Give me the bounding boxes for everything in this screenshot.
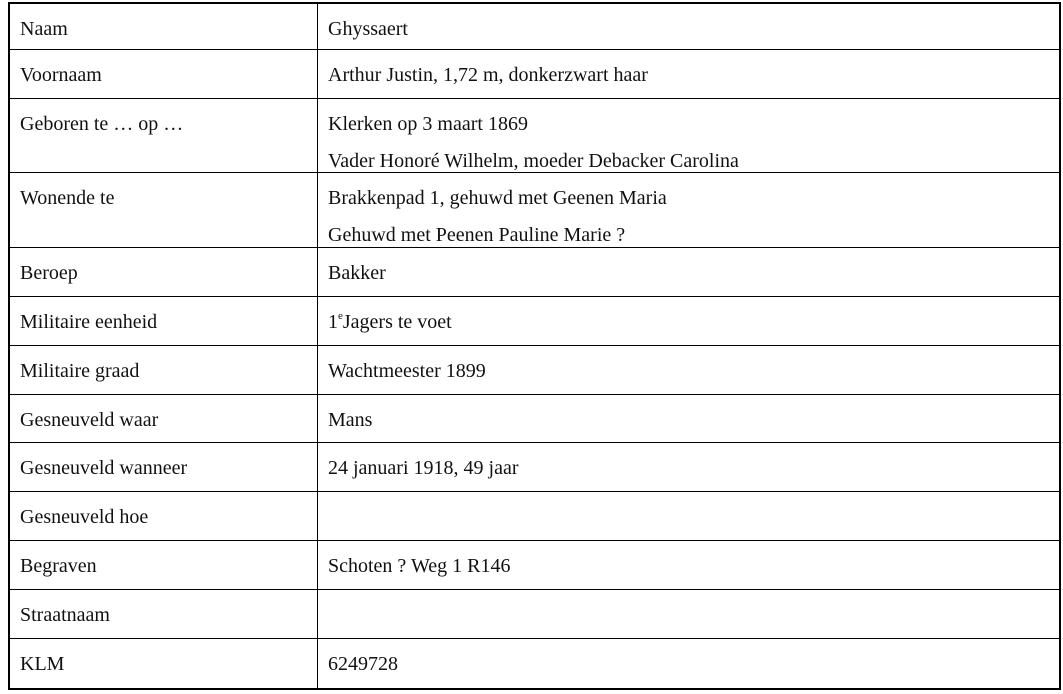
- label-wonende-te: Wonende te: [10, 173, 318, 248]
- label-geboren: Geboren te … op …: [10, 99, 318, 173]
- label-beroep: Beroep: [10, 248, 318, 297]
- label-gesneuveld-waar: Gesneuveld waar: [10, 395, 318, 443]
- value-gesneuveld-hoe: [318, 492, 1059, 541]
- value-line: [328, 602, 1059, 639]
- label-begraven: Begraven: [10, 541, 318, 590]
- value-line: Gehuwd met Peenen Pauline Marie ?: [328, 224, 626, 246]
- unit-name: Jagers te voet: [342, 311, 452, 333]
- unit-number: 1: [328, 311, 338, 333]
- label-voornaam: Voornaam: [10, 50, 318, 99]
- label-gesneuveld-wanneer: Gesneuveld wanneer: [10, 443, 318, 492]
- value-line: Bakker: [328, 262, 386, 284]
- value-straatnaam: [318, 590, 1059, 639]
- value-line: [328, 504, 1059, 541]
- value-line: 6249728: [328, 653, 398, 675]
- value-geboren: [318, 99, 1059, 173]
- label-straatnaam: Straatnaam: [10, 590, 318, 639]
- value-wonende-te: [318, 173, 1059, 248]
- value-gesneuveld-waar: [318, 395, 1059, 443]
- value-line: 24 januari 1918, 49 jaar: [328, 457, 519, 479]
- value-voornaam: [318, 50, 1059, 99]
- label-militaire-graad: Militaire graad: [10, 346, 318, 395]
- value-beroep: [318, 248, 1059, 297]
- value-line: Vader Honoré Wilhelm, moeder Debacker Carolina: [328, 150, 739, 172]
- label-militaire-eenheid: Militaire eenheid: [10, 297, 318, 346]
- value-line: Brakkenpad 1, gehuwd met Geenen Maria: [328, 187, 667, 209]
- value-begraven: [318, 541, 1059, 590]
- value-line: Schoten ? Weg 1 R146: [328, 555, 511, 577]
- value-naam: [318, 4, 1059, 50]
- value-line: Klerken op 3 maart 1869: [328, 113, 528, 135]
- value-militaire-graad: [318, 346, 1059, 395]
- value-gesneuveld-wanneer: [318, 443, 1059, 492]
- value-militaire-eenheid: [318, 297, 1059, 346]
- value-klm: [318, 639, 1059, 689]
- value-line: Mans: [328, 409, 373, 431]
- label-gesneuveld-hoe: Gesneuveld hoe: [10, 492, 318, 541]
- record-table: [8, 2, 1061, 690]
- value-line: Arthur Justin, 1,72 m, donkerzwart haar: [328, 64, 648, 86]
- ordinal-suffix: e: [338, 310, 343, 322]
- value-line: Wachtmeester 1899: [328, 360, 486, 382]
- label-klm: KLM: [10, 639, 318, 689]
- label-naam: Naam: [10, 4, 318, 50]
- value-line: Ghyssaert: [328, 18, 408, 40]
